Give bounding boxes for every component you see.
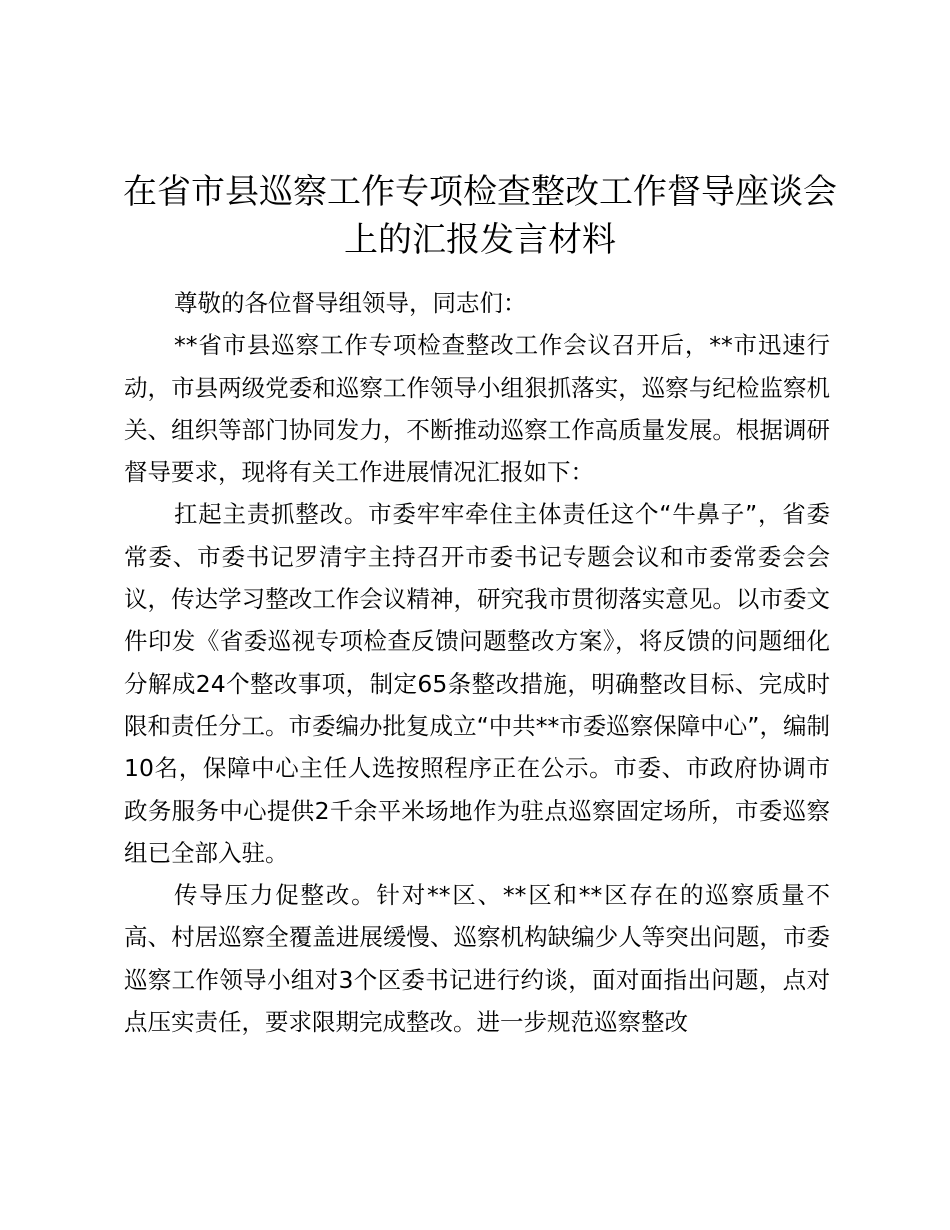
intro-paragraph: **省市县巡察工作专项检查整改工作会议召开后，**市迅速行动，市县两级党委和巡察工作领导小组狠抓落实，巡察与纪检监察机关、组织等部门协同发力，不断推动巡察工作高质量发展。根据调研督导要求，现将有关工作进展情况汇报如下：: [124, 331, 830, 487]
document-body: [124, 282, 830, 1043]
salutation-paragraph: 尊敬的各位督导组领导，同志们：: [174, 289, 527, 317]
pressure-paragraph: 传导压力促整改。针对**区、**区和**区存在的巡察质量不高、村居巡察全覆盖进展缓慢、巡察机构缺编少人等突出问题，市委巡察工作领导小组对3个区委书记进行约谈，面对面指出问题，点对点压实责任，要求限期完成整改。进一步规范巡察整改: [124, 881, 830, 1037]
responsibility-paragraph: 扛起主责抓整改。市委牢牢牵住主体责任这个“牛鼻子”，省委常委、市委书记罗清宇主持召开市委书记专题会议和市委常委会会议，传达学习整改工作会议精神，研究我市贯彻落实意见。以市委文件印发《省委巡视专项检查反馈问题整改方案》，将反馈的问题细化分解成24个整改事项，制定65条整改措施，明确整改目标、完成时限和责任分工。市委编办批复成立“中共**市委巡察保障中心”，编制10名，保障中心主任人选按照程序正在公示。市委、市政府协调市政务服务中心提供2千余平米场地作为驻点巡察固定场所，市委巡察组已全部入驻。: [124, 500, 830, 867]
document-title: 在省市县巡察工作专项检查整改工作督导座谈会上的汇报发言材料: [123, 172, 837, 260]
